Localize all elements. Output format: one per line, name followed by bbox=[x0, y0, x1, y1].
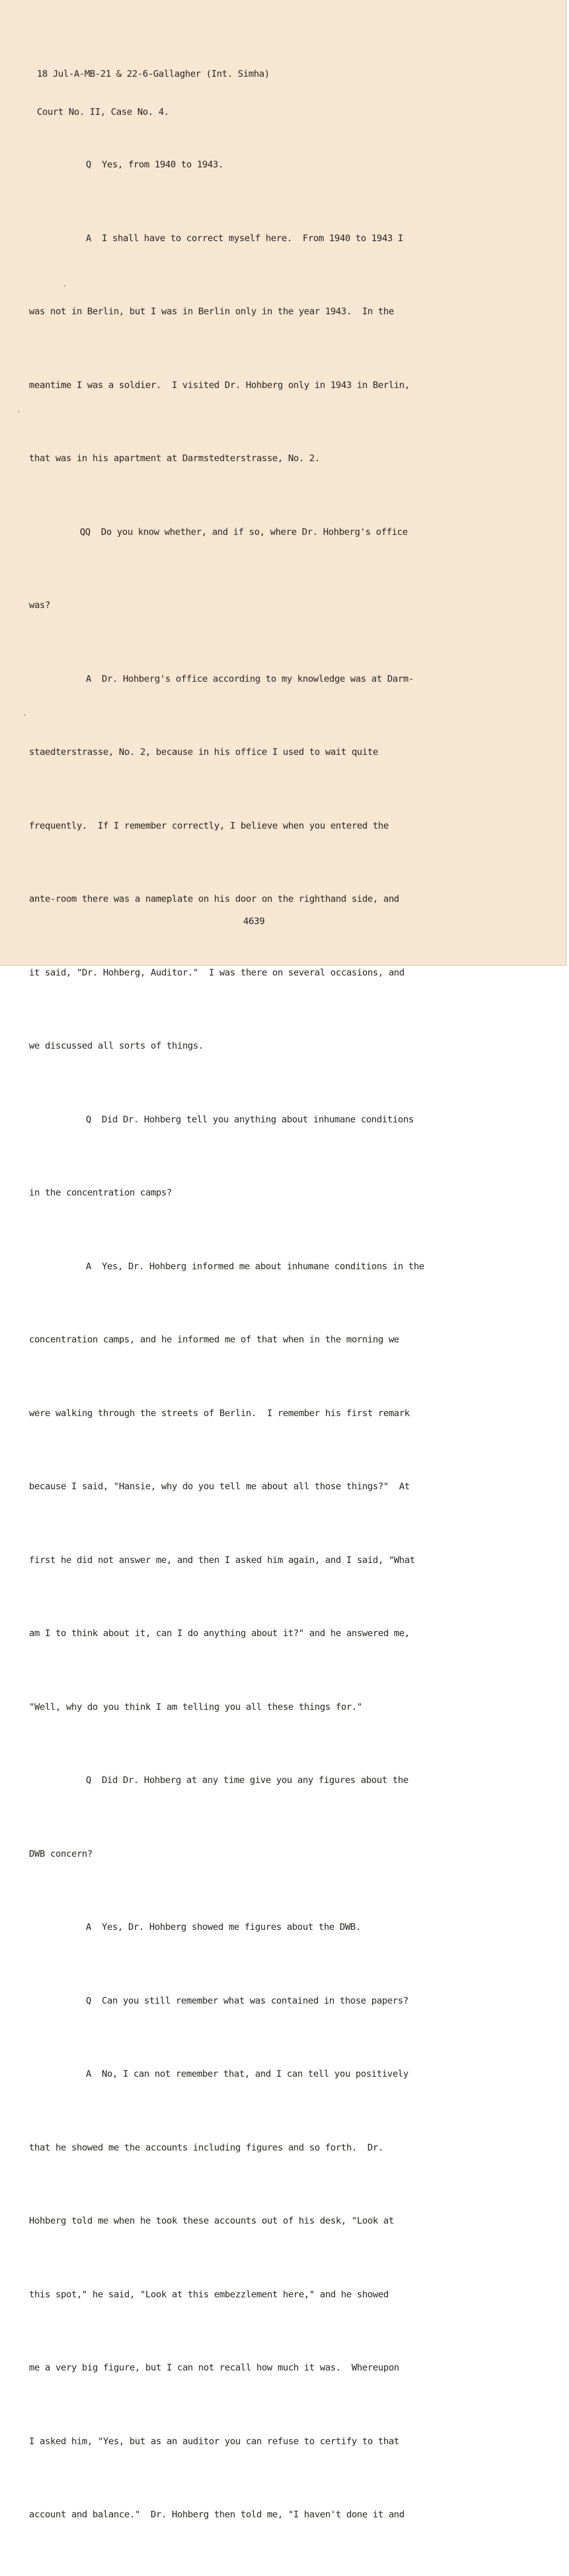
transcript-line: A No, I can not remember that, and I can tell you positively bbox=[86, 2068, 409, 2079]
transcript-line: Hohberg told me when he took these accounts out of his desk, "Look at bbox=[29, 2215, 394, 2226]
page-number: 4639 bbox=[243, 916, 265, 927]
transcript-line: was? bbox=[29, 600, 50, 610]
transcript-line: this spot," he said, "Look at this embezzlement here," and he showed bbox=[29, 2288, 389, 2300]
transcript-line: first he did not answer me, and then I asked him again, and I said, "What bbox=[29, 1554, 415, 1565]
transcript-line: concentration camps, and he informed me of that when in the morning we bbox=[29, 1334, 400, 1345]
transcript-line: meantime I was a soldier. I visited Dr. Hohberg only in 1943 in Berlin, bbox=[29, 379, 410, 390]
transcript-line: because I said, "Hansie, why do you tell me about all those things?" At bbox=[29, 1481, 410, 1492]
transcript-line: account and balance." Dr. Hohberg then told me, "I haven't done it and bbox=[29, 2509, 405, 2520]
transcript-line: Q Did Dr. Hohberg at any time give you any figures about the bbox=[86, 1775, 409, 1785]
transcript-line: ante-room there was a nameplate on his door on the righthand side, and bbox=[29, 893, 400, 904]
paper-speck bbox=[18, 411, 19, 412]
transcript-line: me a very big figure, but I can not recall how much it was. Whereupon bbox=[29, 2362, 400, 2373]
transcript-line: in the concentration camps? bbox=[29, 1187, 172, 1198]
header-session-line: 18 Jul-A-MB-21 & 22-6-Gallagher (Int. Simha) bbox=[37, 68, 270, 79]
header-court-line: Court No. II, Case No. 4. bbox=[37, 106, 169, 117]
transcript-line: "Well, why do you think I am telling you all these things for." bbox=[29, 1701, 362, 1712]
transcript-line: A Yes, Dr. Hohberg informed me about inhumane conditions in the bbox=[86, 1260, 424, 1272]
transcript-line: Q Can you still remember what was contained in those papers? bbox=[86, 1995, 409, 2006]
transcript-body bbox=[29, 103, 489, 2576]
paper-speck bbox=[24, 714, 25, 716]
transcript-line: A Dr. Hohberg's office according to my knowledge was at Darm- bbox=[86, 673, 414, 684]
transcript-line: Q Yes, from 1940 to 1943. bbox=[86, 159, 224, 170]
transcript-line: I asked him, "Yes, but as an auditor you can refuse to certify to that bbox=[29, 2435, 400, 2447]
transcript-line: we discussed all sorts of things. bbox=[29, 1040, 204, 1051]
transcript-line: am I to think about it, can I do anything about it?" and he answered me, bbox=[29, 1628, 410, 1639]
transcript-line: Q Did Dr. Hohberg tell you anything about inhumane conditions bbox=[86, 1113, 414, 1125]
transcript-line: frequently. If I remember correctly, I believe when you entered the bbox=[29, 820, 389, 831]
transcript-line: that he showed me the accounts including figures and so forth. Dr. bbox=[29, 2141, 383, 2153]
transcript-line: DWB concern? bbox=[29, 1848, 93, 1859]
transcript-line: QQ Do you know whether, and if so, where Dr. Hohberg's office bbox=[80, 526, 408, 537]
transcript-line: were walking through the streets of Berlin. I remember his first remark bbox=[29, 1407, 410, 1419]
transcript-line: A Yes, Dr. Hohberg showed me figures about the DWB. bbox=[86, 1921, 361, 1932]
transcript-line: that was in his apartment at Darmstedterstrasse, No. 2. bbox=[29, 453, 320, 464]
transcript-line: A I shall have to correct myself here. From 1940 to 1943 I bbox=[86, 232, 403, 244]
paper-speck bbox=[64, 285, 65, 286]
transcript-line: it said, "Dr. Hohberg, Auditor." I was there on several occasions, and bbox=[29, 966, 405, 978]
transcript-line: staedterstrasse, No. 2, because in his office I used to wait quite bbox=[29, 746, 379, 757]
transcript-line: was not in Berlin, but I was in Berlin only in the year 1943. In the bbox=[29, 306, 394, 317]
